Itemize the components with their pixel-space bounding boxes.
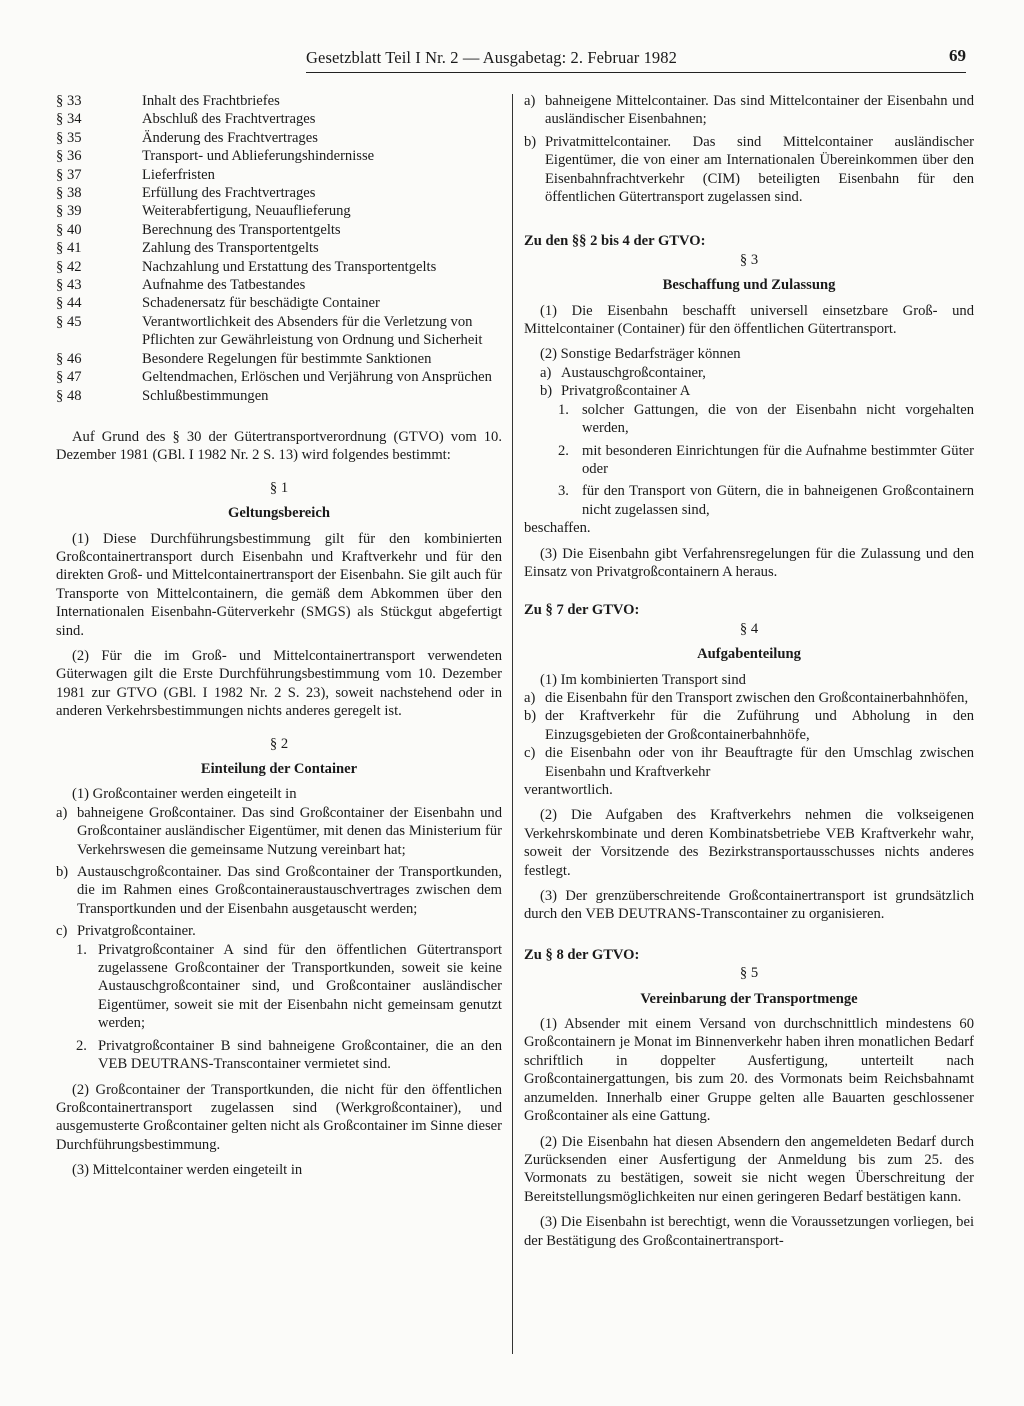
toc-number: § 36 (56, 148, 82, 165)
toc-row (56, 294, 502, 312)
list-item (56, 804, 502, 859)
toc-title: Lieferfristen (142, 166, 215, 183)
list-text: Privatgroßcontainer B sind bahneigene Großcontainer, die an den VEB DEUTRANS-Transcontainer vermietet sind. (98, 1037, 502, 1073)
toc-row (56, 368, 502, 386)
list-text: solcher Gattungen, die von der Eisenbahn nicht vorgehalten werden, (582, 401, 974, 437)
toc-row (56, 166, 502, 184)
toc-row (56, 129, 502, 147)
paragraph: (1) Absender mit einem Versand von durchschnittlich mindestens 60 Großcontainern je Monat im Binnenverkehr haben ihren monatlichen Bedarf schriftlich in doppelter Ausfertigung, unterteilt nach Großcontainergattungen, bis zum 20. des Vormonats beim Reichsbahnamt anzumelden. Innerhalb einer Gruppe gelten alle Bauarten geschlossener Großcontainer als eine Gattung. (524, 1016, 974, 1125)
list-text: Austauschgroßcontainer, (561, 364, 706, 381)
header-title: Gesetzblatt Teil I Nr. 2 — Ausgabetag: 2. Februar 1982 (306, 48, 677, 67)
toc-number: § 35 (56, 129, 82, 146)
section-number: § 1 (269, 479, 289, 496)
toc-number: § 33 (56, 93, 82, 109)
paragraph: (2) Die Aufgaben des Kraftverkehrs nehmen die volkseigenen Verkehrskombinate und deren Kombinatsbetriebe VEB Kraftverkehr wahr, soweit der Vorsitzende des Bezirkstransportausschusses nichts anderes festlegt. (524, 807, 974, 879)
section-title: Vereinbarung der Transportmenge (640, 990, 858, 1007)
toc-row (56, 276, 502, 294)
table-of-contents (56, 92, 502, 405)
list-text: bahneigene Mittelcontainer. Das sind Mittelcontainer der Eisenbahn und ausländischer Eisenbahnen; (545, 93, 974, 128)
toc-number: § 46 (56, 350, 82, 367)
paragraph: (1) Im kombinierten Transport sind (540, 671, 746, 688)
toc-number: § 37 (56, 166, 82, 183)
list-text: für den Transport von Gütern, die in bahneigenen Großcontainern nicht zugelassen sind, (582, 483, 974, 518)
toc-number: § 47 (56, 369, 82, 386)
list-label: b) (540, 383, 553, 400)
toc-row (56, 258, 502, 276)
toc-row (56, 92, 502, 110)
regulation-reference: Zu § 7 der GTVO: (524, 602, 640, 619)
list-text: die Eisenbahn für den Transport zwischen den Großcontainerbahnhöfen, (545, 689, 969, 706)
toc-row (56, 313, 502, 350)
toc-title: Schadenersatz für beschädigte Container (142, 295, 380, 312)
paragraph: (1) Großcontainer werden eingeteilt in (72, 786, 297, 803)
toc-title: Änderung des Frachtvertrages (142, 129, 318, 146)
column-divider (512, 94, 513, 1354)
list-item (524, 92, 974, 129)
toc-number: § 44 (56, 295, 82, 312)
section-number: § 2 (269, 735, 289, 752)
list-item (524, 364, 974, 382)
preamble: Auf Grund des § 30 der Gütertransportverordnung (GTVO) vom 10. Dezember 1981 (GBl. I 1982 Nr. 2 S. 13) wird folgendes bestimmt: (56, 428, 502, 464)
list-text: der Kraftverkehr für die Zuführung und Abholung in den Einzugsgebieten der Großcontainerbahnhöfe, (545, 708, 974, 743)
section-number: § 3 (739, 251, 759, 268)
toc-row (56, 239, 502, 257)
paragraph: (1) Diese Durchführungsbestimmung gilt für den kombinierten Großcontainertransport durch Eisenbahn und Kraftverkehr und für den direkten Groß- und Mittelcontainertransport der Eisenbahn. Sie gilt auch für Transporte von Mittelcontainern, die gemäß dem Abkommen über den Internationalen Eisenbahn-Güterverkehr (SMGS) als Stückgut abgefertigt sind. (56, 530, 502, 639)
toc-title: Zahlung des Transportentgelts (142, 240, 319, 257)
toc-title: Geltendmachen, Erlöschen und Verjährung von Ansprüchen (142, 369, 492, 386)
list-label: a) (56, 804, 68, 821)
toc-title: Nachzahlung und Erstattung des Transportentgelts (142, 258, 437, 275)
list-item (524, 689, 974, 707)
toc-title: Abschluß des Frachtvertrages (142, 111, 316, 128)
paragraph: (2) Sonstige Bedarfsträger können (540, 346, 741, 363)
list-item (524, 707, 974, 744)
list-item (56, 863, 502, 918)
list-label: c) (524, 745, 536, 762)
paragraph: (3) Der grenzüberschreitende Großcontainertransport ist grundsätzlich durch den VEB DEUTRANS-Transcontainer zu organisieren. (524, 888, 974, 923)
toc-row (56, 221, 502, 239)
list-label: a) (524, 93, 536, 109)
list-item (56, 922, 502, 940)
list-text: Austauschgroßcontainer. Das sind Großcontainer der Transportkunden, die im Rahmen eines Großcontaineraustauschvertrages zwischen dem Transportkunden und der Eisenbahn ausgetauscht werden; (77, 864, 502, 917)
list-text: die Eisenbahn oder von ihr Beauftragte für den Umschlag zwischen Eisenbahn und Kraftverkehr (545, 745, 974, 780)
toc-title: Schlußbestimmungen (142, 387, 269, 404)
page-number: 69 (949, 46, 966, 65)
sub-list-item (56, 941, 502, 1033)
toc-row (56, 350, 502, 368)
toc-row (56, 202, 502, 220)
list-label: 2. (76, 1037, 87, 1054)
list-text: bahneigene Großcontainer. Das sind Großcontainer der Eisenbahn und Großcontainer ausländischer Eigentümer, mit denen das Ministerium für Verkehrswesen die gemeinsame Nutzung vereinbart hat; (77, 804, 502, 858)
toc-title: Aufnahme des Tatbestandes (142, 277, 306, 294)
toc-title: Verantwortlichkeit des Absenders für die Verletzung von Pflichten zur Gewährleistung von Ordnung und Sicherheit (142, 313, 483, 349)
header-rule (306, 72, 966, 73)
list-label: b) (524, 708, 537, 725)
toc-title: Berechnung des Transportentgelts (142, 221, 341, 238)
list-text: Privatgroßcontainer A (561, 383, 691, 400)
list-label: a) (540, 364, 552, 381)
list-text: Privatgroßcontainer. (77, 923, 196, 940)
paragraph: (2) Die Eisenbahn hat diesen Absendern den angemeldeten Bedarf durch Zurücksenden einer Ausfertigung der Anmeldung bis zum 25. des Vormonats zu bestätigen, soweit sie nicht wegen Überschreitung der Bereitstellungsmöglichkeiten nur einen geringeren Bedarf bestätigen kann. (524, 1133, 974, 1205)
list-label: b) (56, 864, 69, 881)
list-item (524, 133, 974, 207)
list-text: Privatmittelcontainer. Das sind Mittelcontainer ausländischer Eigentümer, die von einer am Internationalen Übereinkommen über den Eisenbahnfrachtverkehr (CIM) beteiligten Eisenbahn für den öffentlichen Gütertransport zugelassen sind. (545, 133, 974, 206)
paragraph: (3) Die Eisenbahn gibt Verfahrensregelungen für die Zulassung und den Einsatz von Privatgroßcontainern A heraus. (524, 545, 974, 580)
list-text: mit besonderen Einrichtungen für die Aufnahme bestimmter Güter oder (582, 442, 974, 477)
right-column (524, 92, 974, 1250)
toc-number: § 38 (56, 185, 82, 202)
paragraph: (3) Mittelcontainer werden eingeteilt in (72, 1162, 303, 1179)
sub-list-item (524, 482, 974, 519)
toc-number: § 43 (56, 277, 82, 294)
paragraph: (3) Die Eisenbahn ist berechtigt, wenn die Voraussetzungen vorliegen, bei der Bestätigung des Großcontainertransport- (524, 1214, 974, 1249)
list-item (524, 744, 974, 781)
list-label: 1. (558, 401, 569, 418)
toc-number: § 34 (56, 111, 82, 128)
list-label: 3. (558, 483, 569, 500)
list-text: Privatgroßcontainer A sind für den öffentlichen Gütertransport zugelassene Großcontainer der Transportkunden, soweit sie keine Austauschgroßcontainer sind, und Großcontainer ausländischer Eigentümer, soweit sie mit der Eisenbahn nicht gemeinsam genutzt werden; (98, 941, 502, 1032)
list-label: b) (524, 133, 537, 150)
toc-number: § 41 (56, 240, 82, 257)
list-item (524, 382, 974, 400)
toc-number: § 48 (56, 387, 82, 404)
left-column (56, 92, 502, 1180)
toc-number: § 40 (56, 221, 82, 238)
paragraph: (2) Großcontainer der Transportkunden, die nicht für den öffentlichen Großcontainertransport zugelassen sind (Werkgroßcontainer), und ausgemusterte Großcontainer gelten nicht als Großcontainer im Sinne dieser Durchführungsbestimmung. (56, 1081, 502, 1153)
page-header (306, 46, 966, 76)
regulation-reference: Zu den §§ 2 bis 4 der GTVO: (524, 233, 706, 250)
section-title: Einteilung der Container (200, 761, 358, 777)
list-label: a) (524, 689, 536, 706)
paragraph-tail: verantwortlich. (524, 782, 613, 798)
toc-row (56, 387, 502, 405)
paragraph: (1) Die Eisenbahn beschafft universell einsetzbare Groß- und Mittelcontainer (Container) für den öffentlichen Gütertransport. (524, 302, 974, 338)
list-label: 2. (558, 442, 569, 459)
toc-row (56, 184, 502, 202)
toc-number: § 39 (56, 203, 82, 220)
toc-title: Inhalt des Frachtbriefes (142, 93, 280, 109)
toc-title: Weiterabfertigung, Neuauflieferung (142, 203, 351, 220)
toc-row (56, 110, 502, 128)
toc-row (56, 147, 502, 165)
sub-list-item (56, 1037, 502, 1074)
toc-title: Besondere Regelungen für bestimmte Sanktionen (142, 350, 432, 367)
section-title: Geltungsbereich (228, 505, 330, 522)
paragraph: (2) Für die im Groß- und Mittelcontainertransport verwendeten Güterwagen gilt die Erste Durchführungsbestimmung vom 10. Dezember 1981 zur GTVO (GBl. I 1982 Nr. 2 S. 23), soweit nachstehend oder in anderen Verkehrsbestimmungen nichts anderes geregelt ist. (56, 647, 502, 720)
section-number: § 5 (739, 965, 759, 982)
toc-number: § 42 (56, 258, 82, 275)
sub-list-item (524, 442, 974, 479)
toc-title: Transport- und Ablieferungshindernisse (142, 148, 375, 165)
list-label: c) (56, 923, 68, 940)
list-label: 1. (76, 941, 87, 958)
paragraph-tail: beschaffen. (524, 520, 591, 537)
section-number: § 4 (739, 620, 759, 637)
toc-title: Erfüllung des Frachtvertrages (142, 185, 316, 202)
regulation-reference: Zu § 8 der GTVO: (524, 946, 640, 963)
section-title: Aufgabenteilung (697, 646, 801, 663)
sub-list-item (524, 401, 974, 438)
section-title: Beschaffung und Zulassung (662, 277, 836, 294)
toc-number: § 45 (56, 313, 82, 330)
